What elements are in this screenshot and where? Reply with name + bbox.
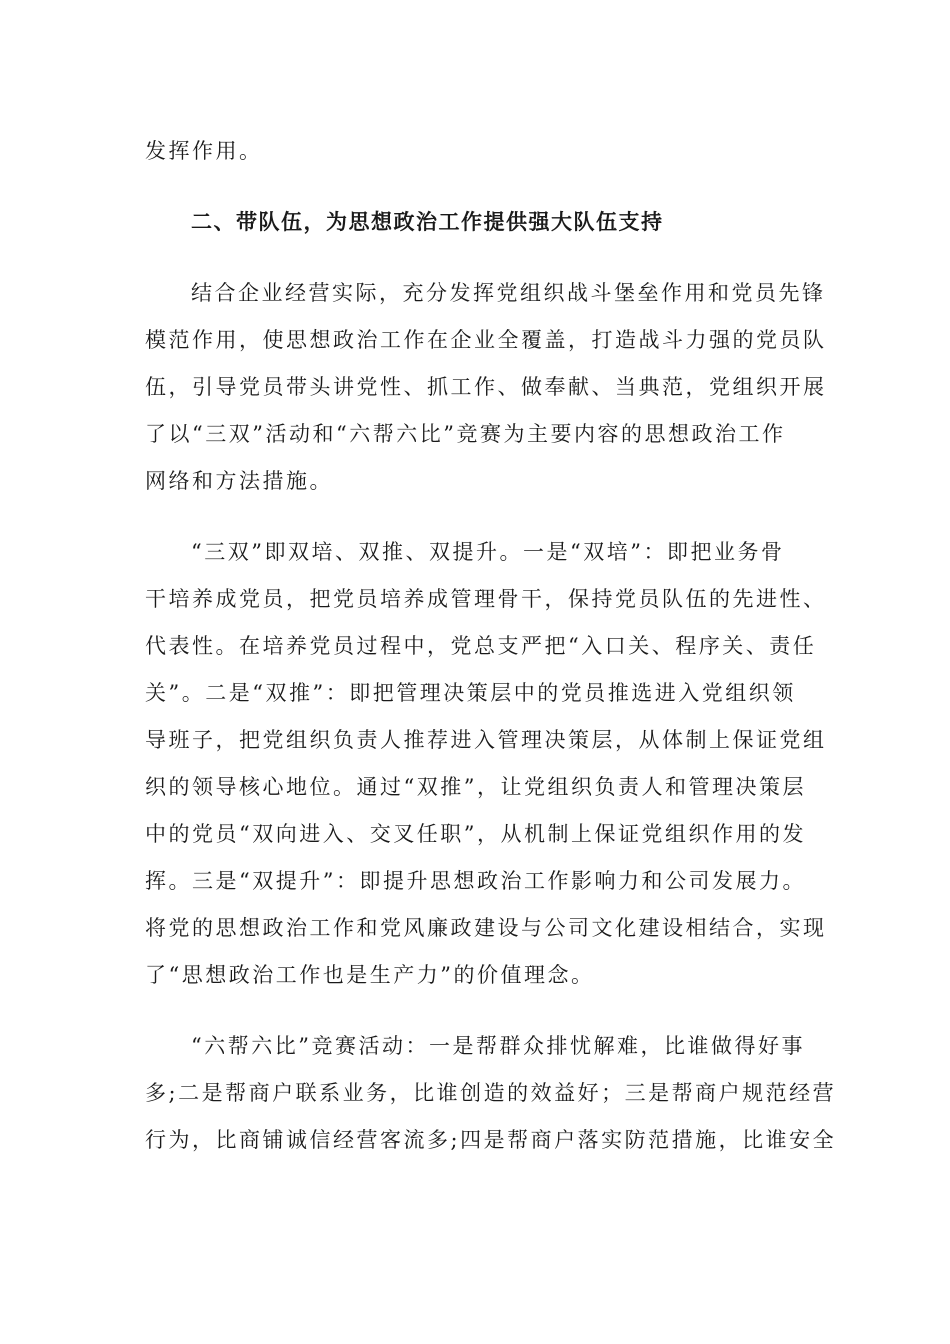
paragraph-gap [145,175,805,199]
paragraph-line: 结合企业经营实际，充分发挥党组织战斗堡垒作用和党员先锋 [191,281,826,305]
paragraph-1 [145,270,827,505]
paragraph-gap [145,246,805,270]
paragraph-line: 关”。二是“双推”：即把管理决策层中的党员推选进入党组织领 [145,681,796,705]
paragraph-line: 导班子，把党组织负责人推荐进入管理决策层，从体制上保证党组 [145,728,827,752]
paragraph-line: “六帮六比”竞赛活动：一是帮群众排忧解难，比谁做得好事 [191,1034,805,1058]
paragraph-line: 代表性。在培养党员过程中，党总支严把“入口关、程序关、责任 [145,634,817,658]
paragraph-line: 了“思想政治工作也是生产力”的价值理念。 [145,963,595,987]
paragraph-line: 行为，比商铺诚信经营客流多;四是帮商户落实防范措施，比谁安全 [145,1128,837,1152]
paragraph-3 [145,1023,837,1164]
paragraph-line: “三双”即双培、双推、双提升。一是“双培”：即把业务骨 [191,540,785,564]
paragraph-line: 发挥作用。 [145,139,263,163]
paragraph-gap [145,505,805,529]
paragraph-line: 织的领导核心地位。通过“双推”，让党组织负责人和管理决策层 [145,775,806,799]
paragraph-line: 干培养成党员，把党员培养成管理骨干，保持党员队伍的先进性、 [145,587,827,611]
paragraph-line: 将党的思想政治工作和党风廉政建设与公司文化建设相结合，实现 [145,916,827,940]
paragraph-line: 了以“三双”活动和“六帮六比”竞赛为主要内容的思想政治工作 [145,422,786,446]
paragraph-gap [145,999,805,1023]
document-page [145,128,837,1164]
paragraph-line: 中的党员“双向进入、交叉任职”，从机制上保证党组织作用的发 [145,822,806,846]
paragraph-line: 挥。三是“双提升”：即提升思想政治工作影响力和公司发展力。 [145,869,806,893]
paragraph-2 [145,529,827,999]
paragraph-line: 模范作用，使思想政治工作在企业全覆盖，打造战斗力强的党员队 [145,328,827,352]
section-heading: 二、带队伍，为思想政治工作提供强大队伍支持 [191,210,664,234]
paragraph-line: 网络和方法措施。 [145,469,333,493]
paragraph-line: 伍，引导党员带头讲党性、抓工作、做奉献、当典范，党组织开展 [145,375,827,399]
paragraph-line: 多;二是帮商户联系业务，比谁创造的效益好；三是帮商户规范经营 [145,1081,837,1105]
